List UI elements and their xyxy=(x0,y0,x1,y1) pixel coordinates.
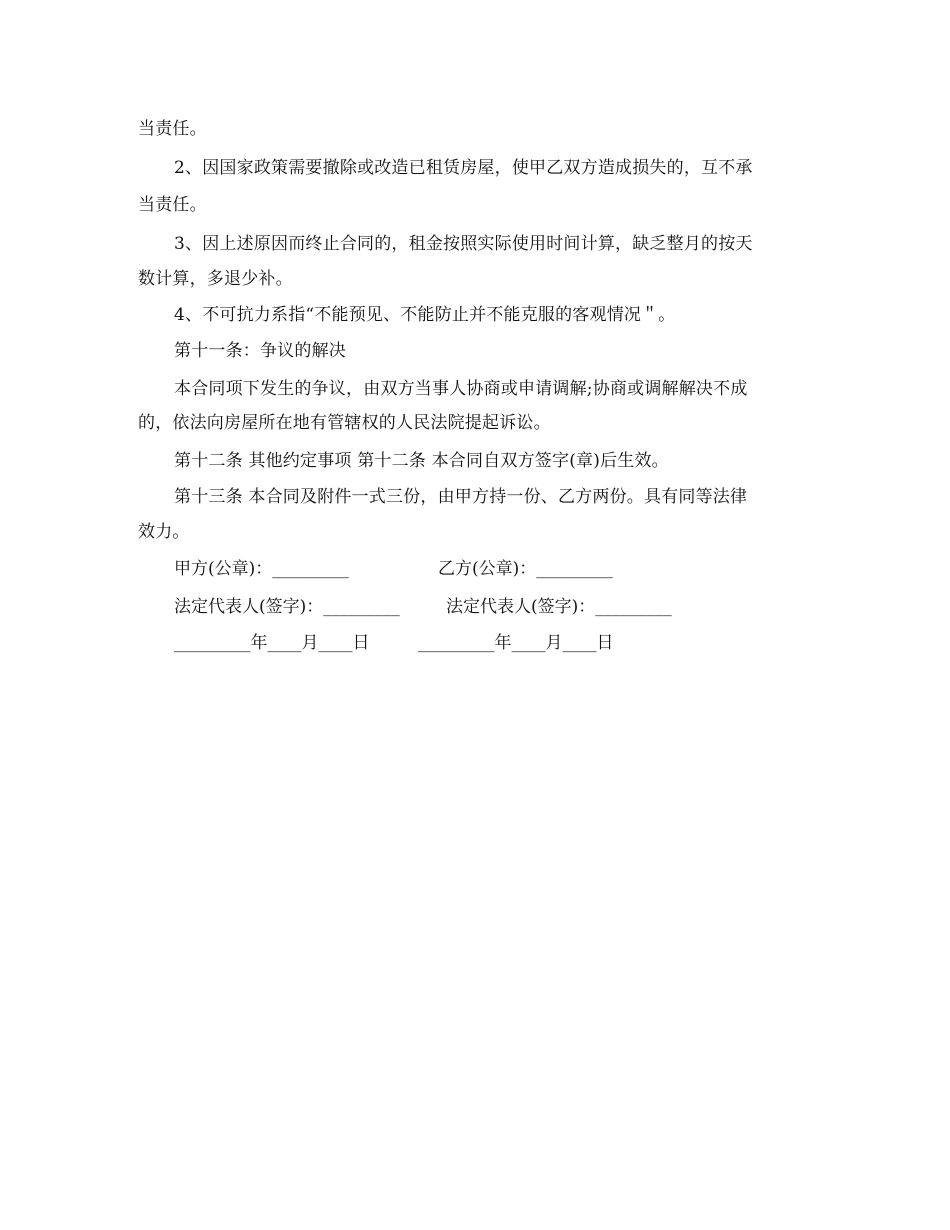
party-b-seal: 乙方(公章)：_________ xyxy=(438,559,613,579)
section-heading: 第十一条：争议的解决 xyxy=(174,341,346,361)
text-line: 效力。 xyxy=(138,522,190,542)
text-line: 第十二条 其他约定事项 第十二条 本合同自双方签字(章)后生效。 xyxy=(174,451,669,471)
text-line: 当责任。 xyxy=(138,195,207,215)
party-b-date: _________年____月____日 xyxy=(418,633,614,653)
text-line: 3、因上述原因而终止合同的，租金按照实际使用时间计算，缺乏整月的按天 xyxy=(174,234,753,254)
text-line: 数计算，多退少补。 xyxy=(138,269,293,289)
party-a-date: _________年____月____日 xyxy=(174,633,370,653)
party-b-representative: 法定代表人(签字)：_________ xyxy=(446,597,672,617)
text-line: 的，依法向房屋所在地有管辖权的人民法院提起诉讼。 xyxy=(138,413,551,433)
party-a-seal: 甲方(公章)：_________ xyxy=(174,559,349,579)
text-line: 2、因国家政策需要撤除或改造已租赁房屋，使甲乙双方造成损失的，互不承 xyxy=(174,158,753,178)
text-line: 4、不可抗力系指“不能预见、不能防止并不能克服的客观情况＂。 xyxy=(174,305,676,325)
text-line: 第十三条 本合同及附件一式三份，由甲方持一份、乙方两份。具有同等法律 xyxy=(174,487,748,507)
party-a-representative: 法定代表人(签字)：_________ xyxy=(174,597,400,617)
text-line: 本合同项下发生的争议，由双方当事人协商或申请调解;协商或调解解决不成 xyxy=(174,379,748,399)
text-line: 当责任。 xyxy=(138,119,207,139)
